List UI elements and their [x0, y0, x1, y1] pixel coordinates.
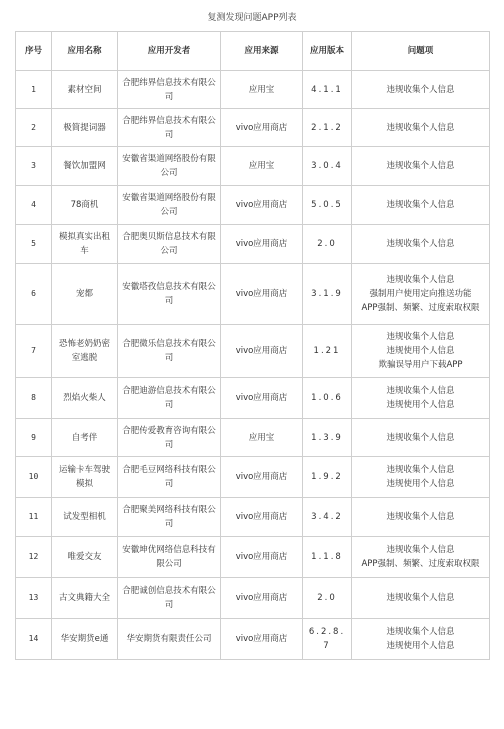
issue-item: APP强制、频繁、过度索取权限	[361, 559, 480, 569]
cell-app-name: 试发型相机	[52, 498, 118, 537]
cell-index: 10	[16, 457, 52, 498]
cell-developer: 安徽省渠道网络股份有限公司	[118, 186, 221, 225]
issue-item: APP强制、频繁、过度索取权限	[361, 303, 480, 313]
cell-issues	[352, 457, 490, 498]
issue-item: 违规使用个人信息	[386, 400, 455, 410]
cell-developer: 合肥纬界信息技术有限公司	[118, 71, 221, 109]
issue-item: 违规收集个人信息	[386, 512, 455, 522]
table-row	[16, 225, 490, 264]
cell-issues	[352, 498, 490, 537]
cell-index: 1	[16, 71, 52, 109]
table-caption: 复测发现问题APP列表	[207, 13, 297, 23]
cell-source: vivo应用商店	[221, 619, 303, 660]
cell-version: 4.1.1	[303, 71, 352, 109]
cell-app-name: 极简提词器	[52, 109, 118, 147]
cell-issues	[352, 325, 490, 378]
issue-item: 违规收集个人信息	[386, 627, 455, 637]
cell-version: 3.0.4	[303, 147, 352, 186]
cell-source: vivo应用商店	[221, 186, 303, 225]
cell-app-name: 古文典籍大全	[52, 578, 118, 619]
cell-source: 应用宝	[221, 147, 303, 186]
issue-item: 违规收集个人信息	[386, 84, 455, 95]
cell-app-name: 烈焰火柴人	[52, 378, 118, 419]
table-row	[16, 578, 490, 619]
cell-developer: 合肥奥贝斯信息技术有限公司	[118, 225, 221, 264]
issue-item: 违规收集个人信息	[386, 239, 455, 249]
cell-version: 3.4.2	[303, 498, 352, 537]
table-row	[16, 147, 490, 186]
cell-version: 1.3.9	[303, 419, 352, 457]
cell-source: vivo应用商店	[221, 225, 303, 264]
cell-developer: 合肥毛豆网络科技有限公司	[118, 457, 221, 498]
issue-item: 违规收集个人信息	[386, 122, 455, 133]
issue-item: 违规收集个人信息	[386, 593, 455, 603]
header-issues: 问题项	[352, 32, 490, 71]
table-row	[16, 378, 490, 419]
cell-developer: 华安期货有限责任公司	[118, 619, 221, 660]
cell-index: 9	[16, 419, 52, 457]
cell-index: 6	[16, 264, 52, 325]
issue-item: 强制用户使用定向推送功能	[369, 289, 472, 299]
header-version: 应用版本	[303, 32, 352, 71]
header-developer: 应用开发者	[118, 32, 221, 71]
header-index: 序号	[16, 32, 52, 71]
cell-issues	[352, 147, 490, 186]
issue-item: 违规收集个人信息	[386, 332, 455, 342]
cell-version: 1.1.8	[303, 537, 352, 578]
cell-app-name: 餐饮加盟网	[52, 147, 118, 186]
cell-developer: 合肥传爱教育咨询有限公司	[118, 419, 221, 457]
cell-index: 13	[16, 578, 52, 619]
cell-issues	[352, 264, 490, 325]
cell-app-name: 运输卡车驾驶模拟	[52, 457, 118, 498]
cell-developer: 合肥迪游信息技术有限公司	[118, 378, 221, 419]
table-row	[16, 264, 490, 325]
cell-app-name: 自考伴	[52, 419, 118, 457]
issue-item: 违规收集个人信息	[386, 275, 455, 285]
issue-item: 违规使用个人信息	[386, 346, 455, 356]
table-row	[16, 419, 490, 457]
table-row	[16, 498, 490, 537]
table-row	[16, 457, 490, 498]
cell-issues	[352, 71, 490, 109]
table-row	[16, 186, 490, 225]
table-row	[16, 71, 490, 109]
cell-index: 5	[16, 225, 52, 264]
cell-developer: 安徽坤优网络信息科技有限公司	[118, 537, 221, 578]
header-app-name: 应用名称	[52, 32, 118, 71]
issue-item: 违规使用个人信息	[386, 641, 455, 651]
cell-index: 2	[16, 109, 52, 147]
cell-source: vivo应用商店	[221, 457, 303, 498]
cell-index: 7	[16, 325, 52, 378]
cell-app-name: 唯爱交友	[52, 537, 118, 578]
issue-item: 违规收集个人信息	[386, 200, 455, 210]
cell-source: vivo应用商店	[221, 537, 303, 578]
cell-version: 6.2.8.7	[303, 619, 352, 660]
cell-version: 2.1.2	[303, 109, 352, 147]
cell-version: 3.1.9	[303, 264, 352, 325]
cell-issues	[352, 378, 490, 419]
cell-source: vivo应用商店	[221, 325, 303, 378]
cell-issues	[352, 186, 490, 225]
issue-item: 违规收集个人信息	[386, 161, 455, 171]
cell-issues	[352, 225, 490, 264]
cell-issues	[352, 419, 490, 457]
cell-version: 5.0.5	[303, 186, 352, 225]
cell-issues	[352, 619, 490, 660]
cell-app-name: 素材空间	[52, 71, 118, 109]
issue-item: 违规收集个人信息	[386, 432, 455, 443]
cell-app-name: 78商机	[52, 186, 118, 225]
cell-developer: 合肥聚美网络科技有限公司	[118, 498, 221, 537]
cell-app-name: 华安期货e通	[52, 619, 118, 660]
header-source: 应用来源	[221, 32, 303, 71]
cell-source: vivo应用商店	[221, 109, 303, 147]
cell-source: 应用宝	[221, 71, 303, 109]
cell-version: 1.0.6	[303, 378, 352, 419]
cell-developer: 安徽塔孜信息技术有限公司	[118, 264, 221, 325]
cell-developer: 合肥纬界信息技术有限公司	[118, 109, 221, 147]
table-row	[16, 619, 490, 660]
cell-app-name: 宠都	[52, 264, 118, 325]
cell-index: 3	[16, 147, 52, 186]
cell-app-name: 恐怖老奶奶密室逃脱	[52, 325, 118, 378]
table-row	[16, 325, 490, 378]
cell-version: 1.9.2	[303, 457, 352, 498]
issue-item: 违规收集个人信息	[386, 386, 455, 396]
cell-issues	[352, 537, 490, 578]
table-row	[16, 537, 490, 578]
cell-version: 1.21	[303, 325, 352, 378]
cell-app-name: 模拟真实出租车	[52, 225, 118, 264]
cell-index: 11	[16, 498, 52, 537]
cell-source: vivo应用商店	[221, 578, 303, 619]
table-row	[16, 109, 490, 147]
cell-source: vivo应用商店	[221, 264, 303, 325]
cell-version: 2.0	[303, 225, 352, 264]
cell-version: 2.0	[303, 578, 352, 619]
cell-index: 4	[16, 186, 52, 225]
table-header-row	[16, 32, 490, 71]
cell-source: vivo应用商店	[221, 498, 303, 537]
issue-item: 违规收集个人信息	[386, 465, 455, 475]
cell-issues	[352, 109, 490, 147]
cell-source: vivo应用商店	[221, 378, 303, 419]
app-issues-table	[15, 31, 490, 660]
cell-index: 12	[16, 537, 52, 578]
cell-issues	[352, 578, 490, 619]
issue-item: 欺骗误导用户下载APP	[378, 360, 463, 370]
issue-item: 违规收集个人信息	[386, 545, 455, 555]
cell-source: 应用宝	[221, 419, 303, 457]
issue-item: 违规使用个人信息	[386, 479, 455, 489]
cell-index: 14	[16, 619, 52, 660]
cell-developer: 安徽省渠道网络股份有限公司	[118, 147, 221, 186]
cell-developer: 合肥微乐信息技术有限公司	[118, 325, 221, 378]
cell-developer: 合肥诚创信息技术有限公司	[118, 578, 221, 619]
table-body	[16, 71, 490, 660]
cell-index: 8	[16, 378, 52, 419]
